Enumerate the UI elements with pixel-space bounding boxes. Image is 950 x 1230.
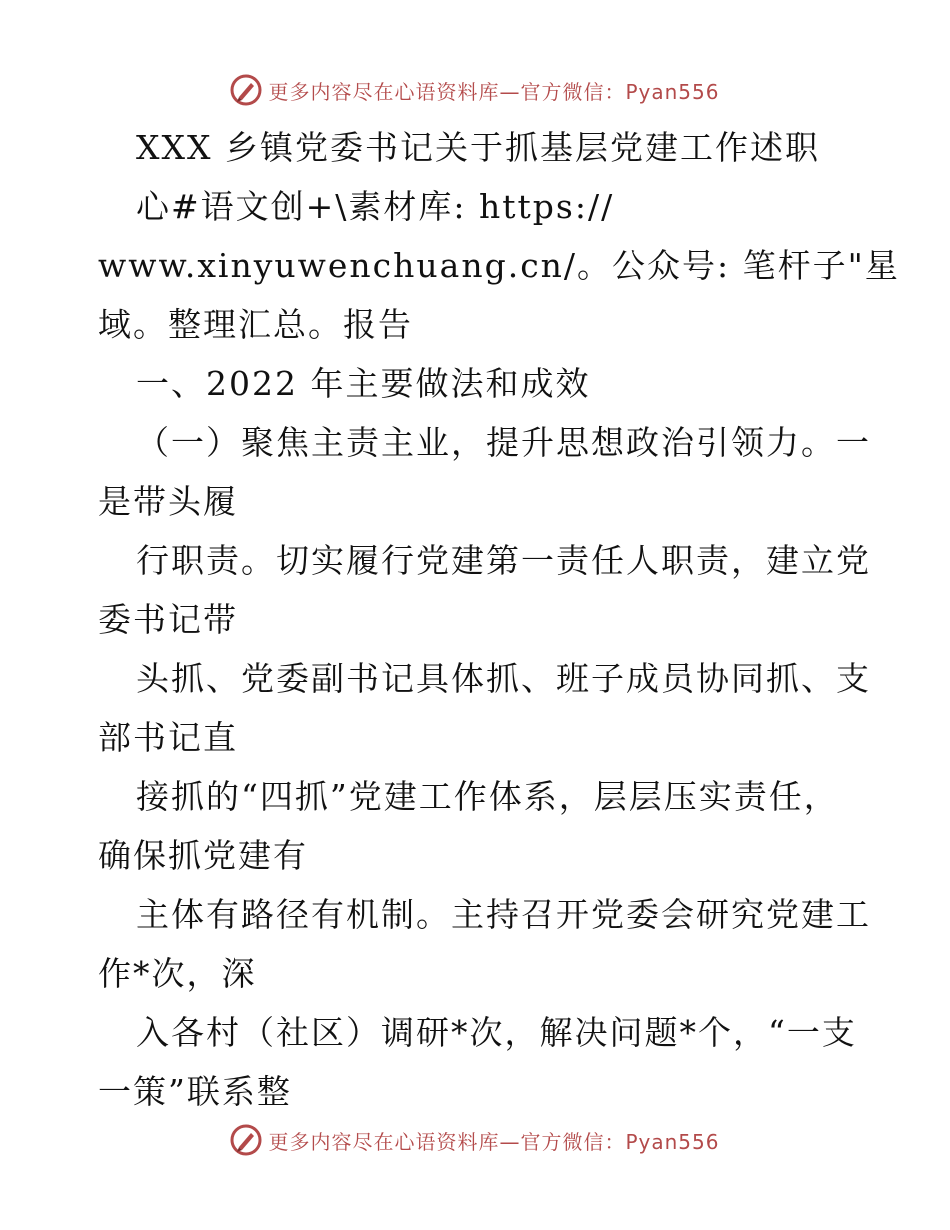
document-line: www.xinyuwenchuang.cn/。公众号: 笔杆子"星	[98, 246, 900, 285]
footer-watermark-text: 更多内容尽在心语资料库—官方微信：Pyan556	[268, 1129, 720, 1154]
document-line: 作*次，深	[98, 954, 257, 993]
document-line: 入各村（社区）调研*次，解决问题*个，“一支	[136, 1013, 857, 1052]
document-line: XXX 乡镇党委书记关于抓基层党建工作述职	[136, 128, 820, 167]
footer-watermark-banner	[0, 1120, 950, 1160]
document-body	[98, 118, 900, 1121]
document-line: 主体有路径有机制。主持召开党委会研究党建工	[136, 895, 871, 934]
pen-logo-icon	[230, 74, 262, 106]
document-line: 心#语文创+\素材库: https://	[136, 187, 615, 226]
document-line: 委书记带	[98, 600, 238, 639]
document-line: 部书记直	[98, 718, 238, 757]
document-line: 头抓、党委副书记具体抓、班子成员协同抓、支	[136, 659, 871, 698]
document-line: 一、2022 年主要做法和成效	[136, 364, 591, 403]
header-watermark-text: 更多内容尽在心语资料库—官方微信：Pyan556	[268, 79, 720, 104]
header-watermark-banner	[0, 70, 950, 110]
document-line: （一）聚焦主责主业，提升思想政治引领力。一	[136, 423, 871, 462]
document-line: 域。整理汇总。报告	[98, 305, 413, 344]
document-line: 行职责。切实履行党建第一责任人职责，建立党	[136, 541, 871, 580]
document-line: 是带头履	[98, 482, 238, 521]
document-line: 一策”联系整	[98, 1072, 292, 1111]
document-line: 确保抓党建有	[98, 836, 308, 875]
pen-logo-icon	[230, 1124, 262, 1156]
document-line: 接抓的“四抓”党建工作体系，层层压实责任，	[136, 777, 839, 816]
